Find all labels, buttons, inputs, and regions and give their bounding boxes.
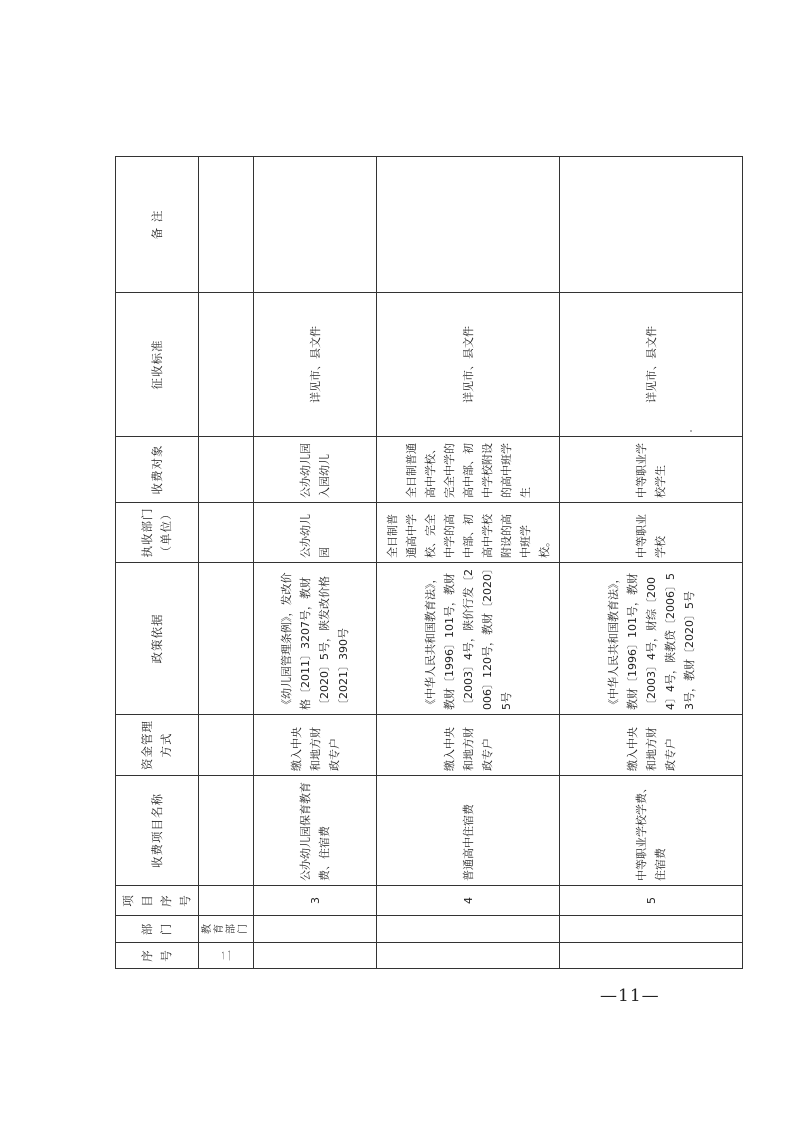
header-remark: 备 注	[116, 157, 199, 293]
header-item-no: 项目序号	[116, 886, 199, 916]
header-seq: 序号	[116, 943, 199, 969]
fund-mgmt: 缴入中央和地方财政专户	[377, 715, 560, 776]
fee-target: 中等职业学校学生	[560, 437, 743, 503]
fee-standard: 详见市、县文件	[560, 293, 743, 437]
empty-cell	[199, 715, 254, 776]
fee-standard: 详见市、县文件	[377, 293, 560, 437]
empty-cell	[560, 916, 743, 943]
policy-basis: 《中华人民共和国教育法》，教财〔1996〕101号，教财〔2003〕4号，陕价行发〔2006〕120号，教财〔2020〕5号	[377, 563, 560, 715]
section-seq: 二	[199, 943, 254, 969]
fund-mgmt: 缴入中央和地方财政专户	[560, 715, 743, 776]
exec-dept: 全日制普通高中学校、完全中学的高中部、初高中学校附设的高中班学校。	[377, 503, 560, 563]
empty-cell	[560, 943, 743, 969]
empty-cell	[199, 437, 254, 503]
item-name: 公办幼儿园保育教育费、住宿费	[254, 776, 377, 886]
empty-cell	[199, 157, 254, 293]
remark	[560, 157, 743, 293]
empty-cell	[199, 563, 254, 715]
item-name: 普通高中住宿费	[377, 776, 560, 886]
exec-dept: 公办幼儿园	[254, 503, 377, 563]
empty-cell	[377, 916, 560, 943]
policy-basis: 《中华人民共和国教育法》，教财〔1996〕101号，教财〔2003〕4号，财综〔2004〕4号，陕教贷〔2006〕53号，教财〔2020〕5号	[560, 563, 743, 715]
table-header-row	[116, 157, 199, 969]
fund-mgmt: 缴入中央和地方财政专户	[254, 715, 377, 776]
fee-target: 全日制普通高中学校、完全中学的高中部、初中学校附设的高中班学生	[377, 437, 560, 503]
fee-table	[115, 156, 743, 969]
remark	[254, 157, 377, 293]
fee-standard: 详见市、县文件	[254, 293, 377, 437]
item-no: 3	[254, 886, 377, 916]
empty-cell	[199, 776, 254, 886]
empty-cell	[199, 886, 254, 916]
item-no: 5	[560, 886, 743, 916]
header-target: 收费对象	[116, 437, 199, 503]
header-standard: 征收标准	[116, 293, 199, 437]
table-row	[377, 157, 560, 969]
header-exec-dept: 执收部门（单位）	[116, 503, 199, 563]
header-fund-mgmt: 资金管理方式	[116, 715, 199, 776]
fee-target: 公办幼儿园入园幼儿	[254, 437, 377, 503]
page-number: —11—	[600, 986, 660, 1006]
empty-cell	[199, 503, 254, 563]
policy-basis: 《幼儿园管理条例》，发改价格〔2011〕3207号，教财〔2020〕5号，陕发改价格〔2021〕390号	[254, 563, 377, 715]
header-policy: 政策依据	[116, 563, 199, 715]
section-row	[199, 157, 254, 969]
table-row	[254, 157, 377, 969]
item-no: 4	[377, 886, 560, 916]
section-dept: 教育部门	[199, 916, 254, 943]
header-dept: 部门	[116, 916, 199, 943]
exec-dept: 中等职业学校	[560, 503, 743, 563]
empty-cell	[254, 943, 377, 969]
scan-speck	[690, 430, 692, 432]
rotated-fee-table-wrapper	[115, 157, 696, 969]
empty-cell	[254, 916, 377, 943]
table-row	[560, 157, 743, 969]
header-item-name: 收费项目名称	[116, 776, 199, 886]
remark	[377, 157, 560, 293]
empty-cell	[377, 943, 560, 969]
empty-cell	[199, 293, 254, 437]
item-name: 中等职业学校学费、住宿费	[560, 776, 743, 886]
